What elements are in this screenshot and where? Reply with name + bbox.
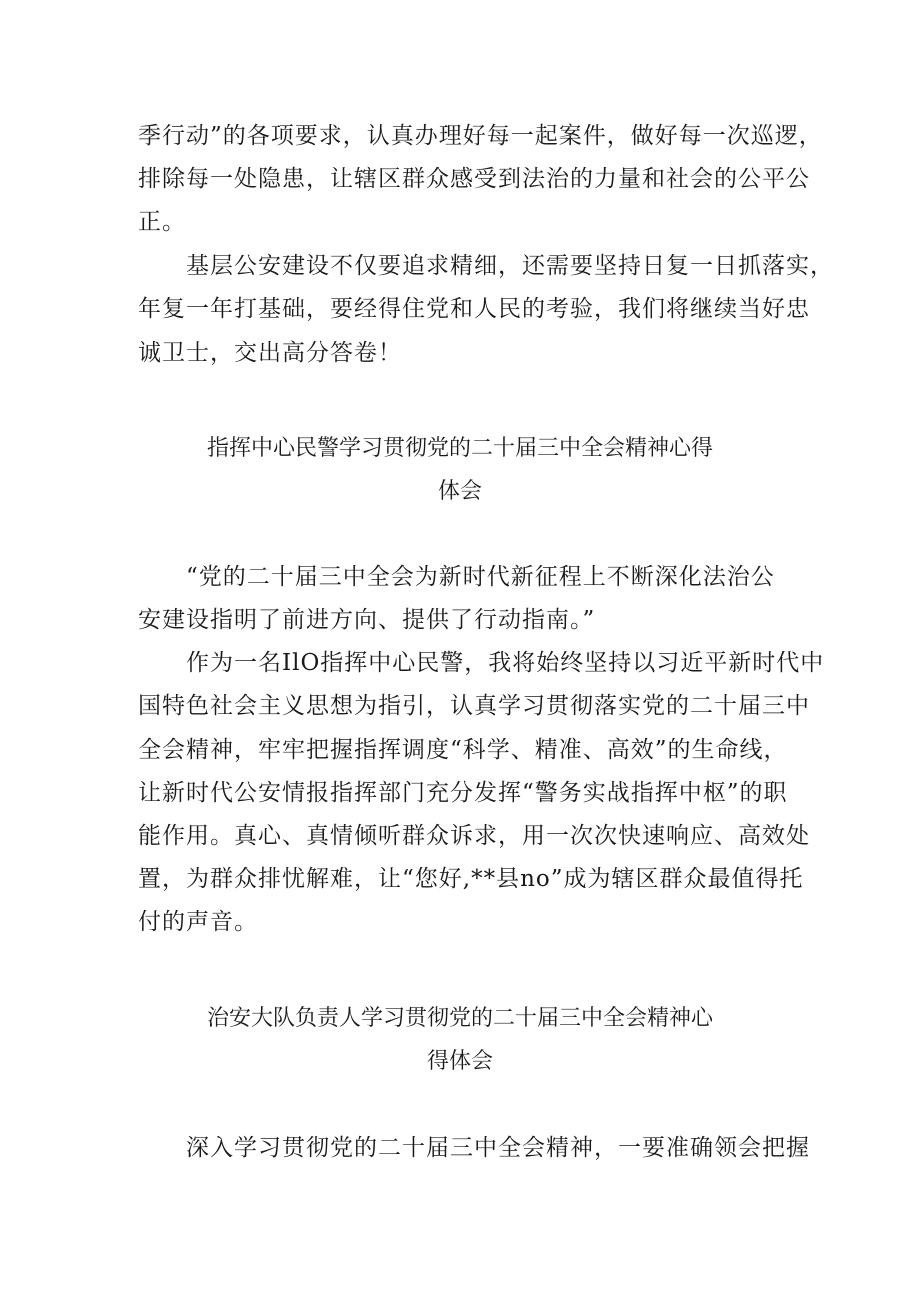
paragraph-line: 置，为群众排忧解难，让“您好,**县no”成为辖区群众最值得托: [138, 866, 804, 892]
paragraph-line: 作为一名IlO指挥中心民警，我将始终坚持以习近平新时代中: [186, 650, 825, 676]
paragraph-line: 国特色社会主义思想为指引，认真学习贯彻落实党的二十届三中: [138, 693, 810, 719]
section-title-continued: 体会: [437, 479, 482, 504]
paragraph-line: 能作用。真心、真情倾听群众诉求，用一次次快速响应、高效处: [138, 823, 810, 849]
paragraph-line: 年复一年打基础，要经得住党和人民的考验，我们将继续当好忠: [138, 296, 810, 322]
paragraph-line: 季行动”的各项要求，认真办理好每一起案件，做好每一次巡逻，: [138, 123, 823, 149]
paragraph-line: 正。: [138, 209, 186, 235]
section-title-continued: 得体会: [426, 1049, 493, 1074]
section-title: 治安大队负责人学习贯彻党的二十届三中全会精神心: [206, 1006, 713, 1031]
paragraph-line: 安建设指明了前进方向、提供了行动指南。”: [138, 607, 596, 633]
paragraph-line: 诚卫士，交出高分答卷！: [138, 340, 402, 366]
paragraph-line: 基层公安建设不仅要追求精细，还需要坚持日复一日抓落实，: [186, 253, 834, 279]
paragraph-line: “党的二十届三中全会为新时代新征程上不断深化法治公: [186, 564, 775, 590]
paragraph-line: 深入学习贯彻党的二十届三中全会精神，一要准确领会把握: [186, 1135, 810, 1161]
paragraph-line: 全会精神，牢牢把握指挥调度“科学、精准、高效”的生命线，: [138, 737, 788, 763]
section-title: 指挥中心民警学习贯彻党的二十届三中全会精神心得: [206, 436, 713, 461]
paragraph-line: 付的声音。: [138, 909, 258, 935]
paragraph-line: 让新时代公安情报指挥部门充分发挥“警务实战指挥中枢”的职: [138, 780, 788, 806]
paragraph-line: 排除每一处隐患，让辖区群众感受到法治的力量和社会的公平公: [138, 166, 810, 192]
